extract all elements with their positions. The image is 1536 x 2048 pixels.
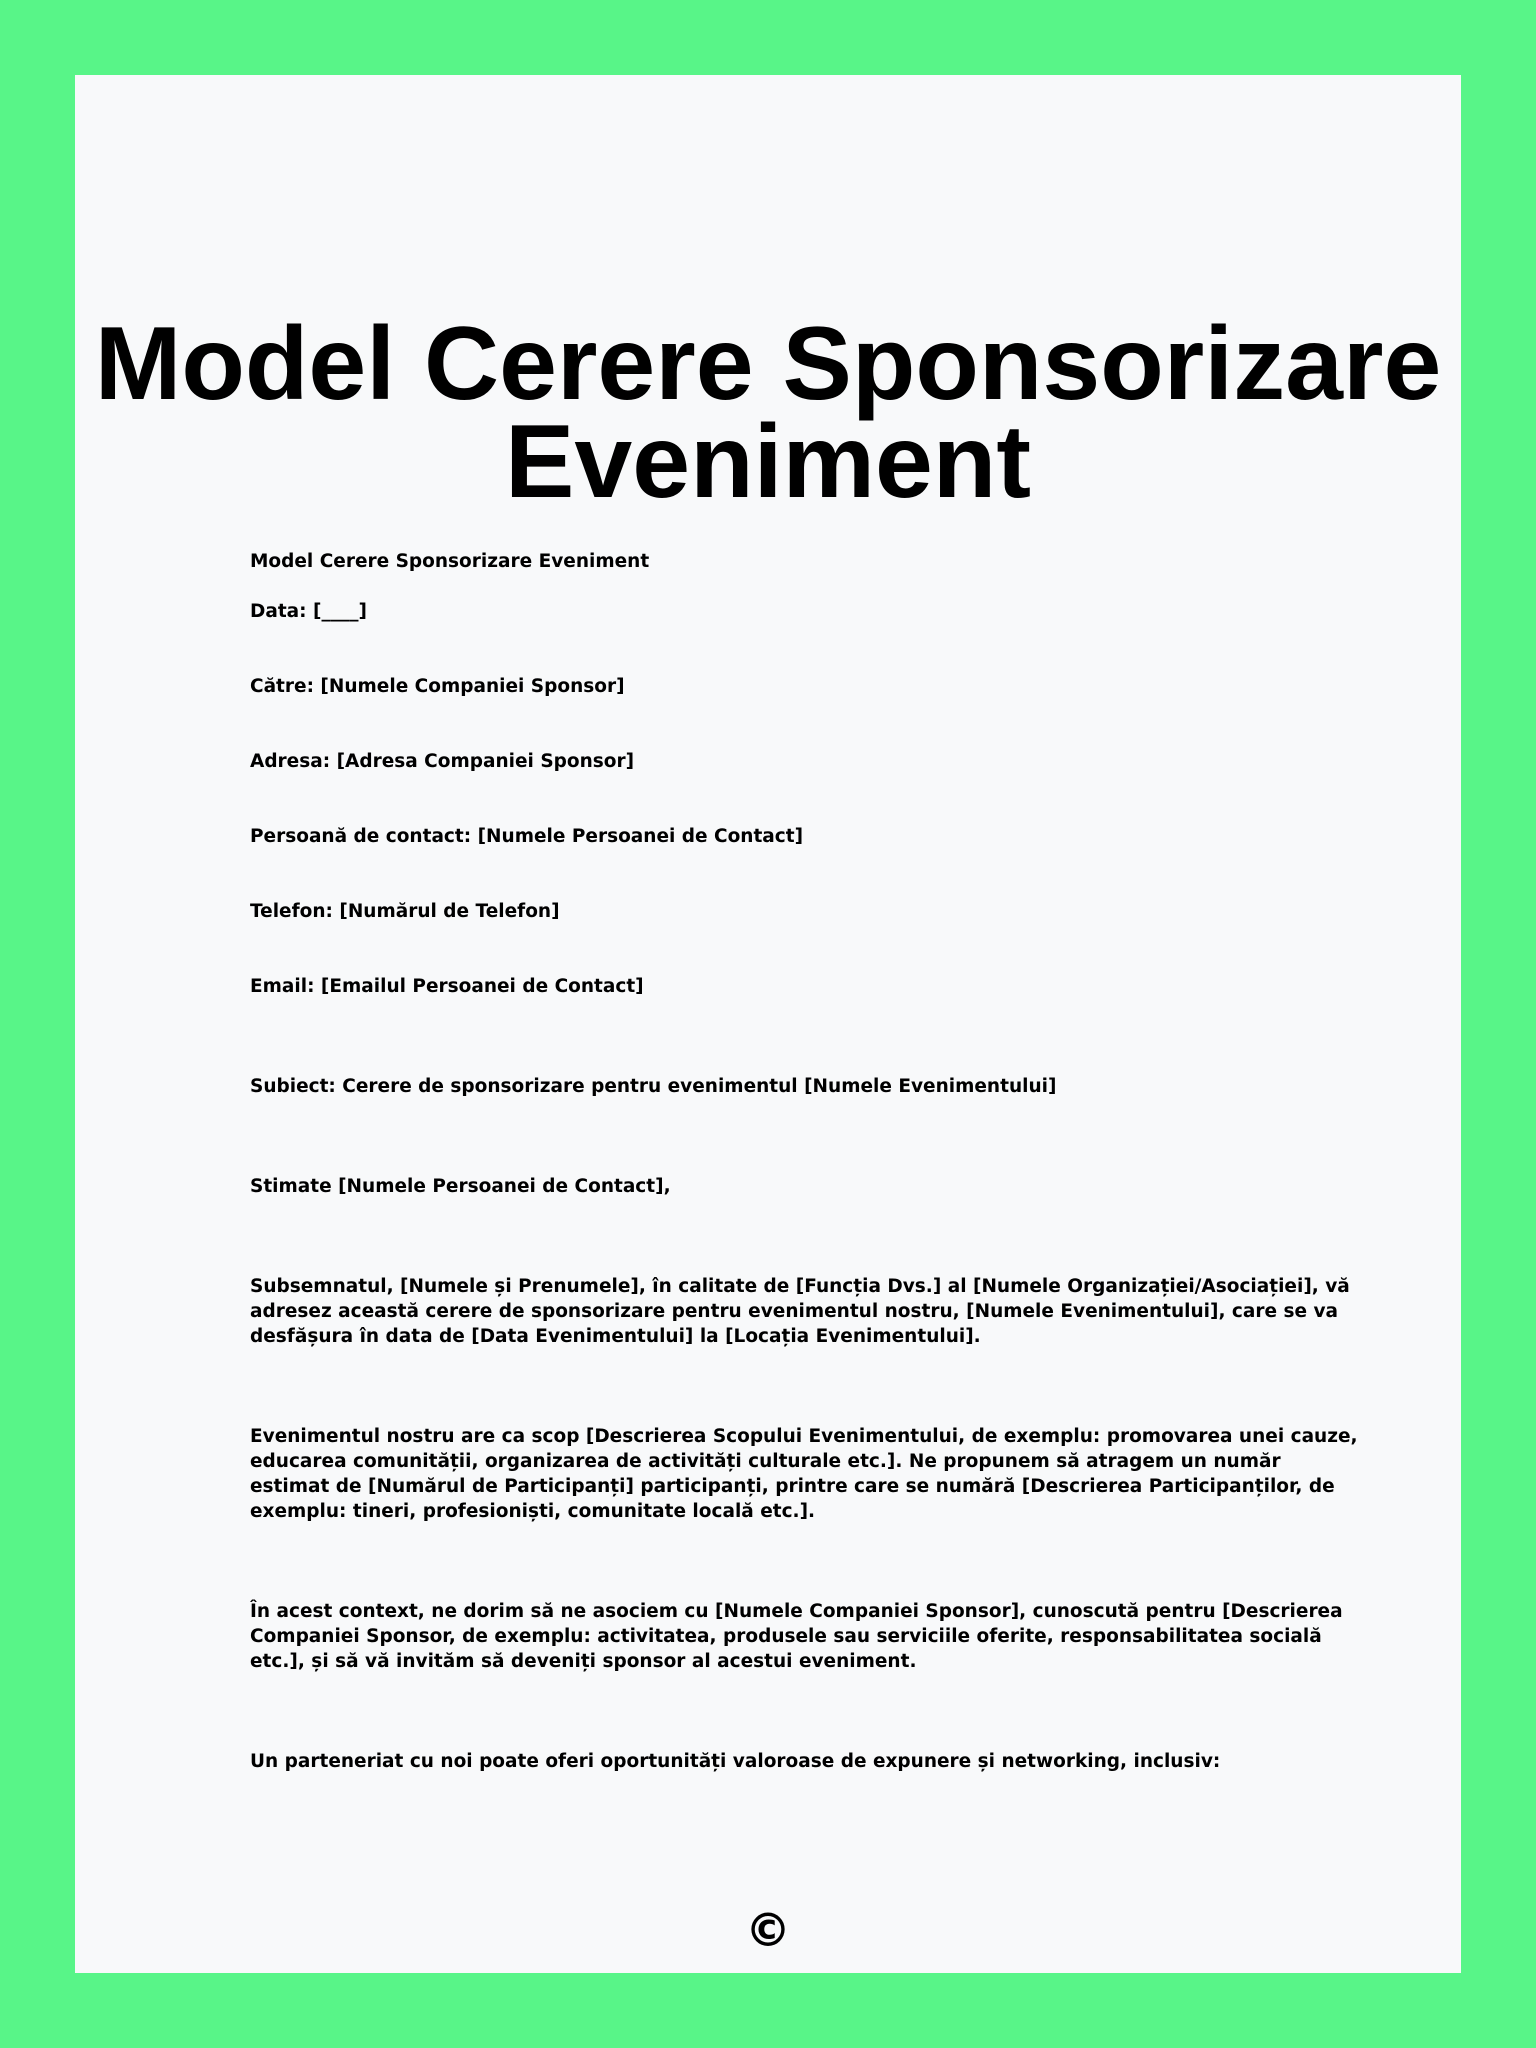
greeting-line: Stimate [Numele Persoanei de Contact], [250, 1176, 671, 1197]
paragraph-partnership: Un parteneriat cu noi poate oferi oportunități valoroase de expunere și networking, inclusiv: [250, 1751, 1221, 1772]
contact-person-line: Persoană de contact: [Numele Persoanei de Contact] [250, 826, 804, 847]
date-line: Data: [____] [250, 601, 367, 622]
paragraph-introduction: Subsemnatul, [Numele și Prenumele], în calitate de [Funcția Dvs.] al [Numele Organizației/Asociației], vă adresez această cerere de sponsorizare pentru evenimentul nostru, [Numele Evenimentului], care se va desfășura în data de [Data Evenimentului] la [Locația Evenimentului]. [250, 1276, 1350, 1347]
address-line: Adresa: [Adresa Companiei Sponsor] [250, 751, 635, 772]
recipient-line: Către: [Numele Companiei Sponsor] [250, 676, 625, 697]
paragraph-sponsor-context: În acest context, ne dorim să ne asociem cu [Numele Companiei Sponsor], cunoscută pentru [Descrierea Companiei Sponsor, de exemplu: activitatea, produsele sau serviciile oferite, responsabilitatea socială etc.], și să vă invităm să deveniți sponsor al acestui eveniment. [250, 1601, 1343, 1672]
document-page [75, 75, 1461, 1973]
phone-line: Telefon: [Numărul de Telefon] [250, 901, 560, 922]
document-body [250, 549, 1360, 1849]
subject-line: Subiect: Cerere de sponsorizare pentru evenimentul [Numele Evenimentului] [250, 1076, 1057, 1097]
email-line: Email: [Emailul Persoanei de Contact] [250, 976, 644, 997]
copyright-icon: © [745, 1903, 791, 1957]
page-title: Model Cerere Sponsorizare Eveniment [94, 306, 1442, 520]
paragraph-event-purpose: Evenimentul nostru are ca scop [Descrierea Scopului Evenimentului, de exemplu: promovarea unei cauze, educarea comunității, organizarea de activități culturale etc.]. Ne propunem să atragem un număr estimat de [Numărul de Participanți] participanți, printre care se numără [Descrierea Participanților, de exemplu: tineri, profesioniști, comunitate locală etc.]. [250, 1426, 1358, 1522]
document-heading: Model Cerere Sponsorizare Eveniment [250, 551, 650, 572]
